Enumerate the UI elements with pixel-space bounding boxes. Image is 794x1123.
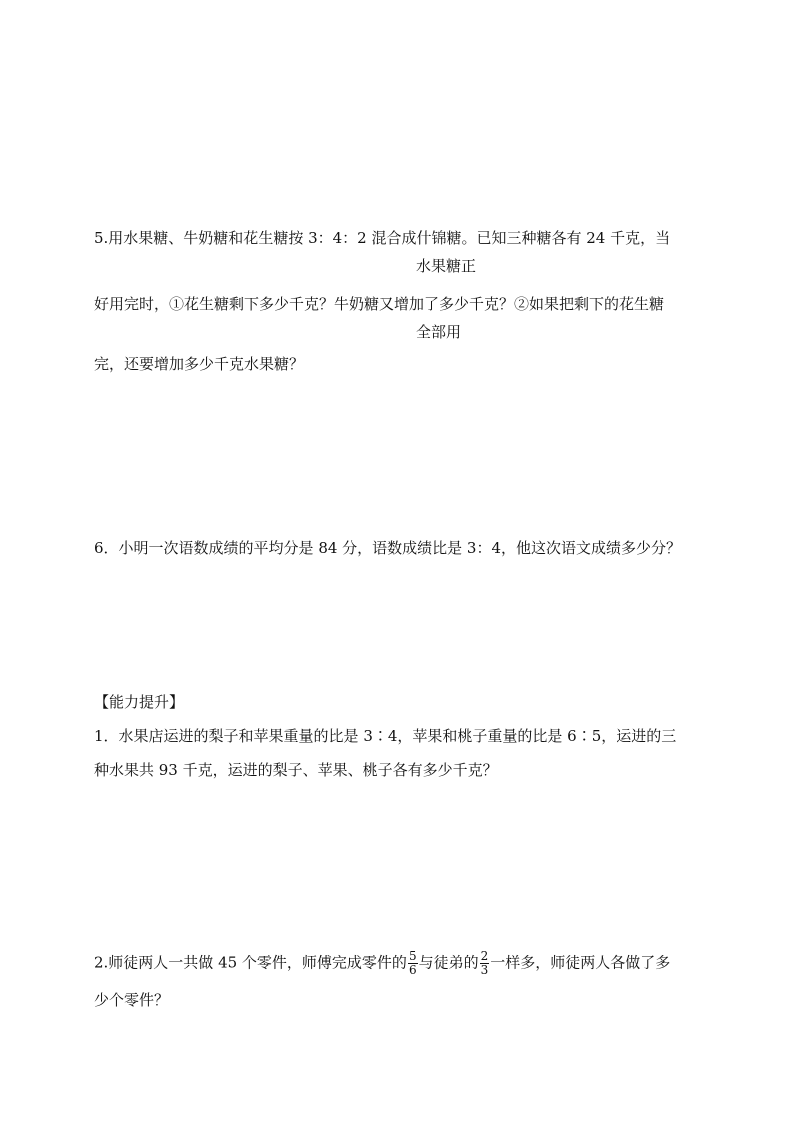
q5-line-3: 完，还要增加多少千克水果糖？ [94,355,305,373]
p2-line-1 [94,950,670,977]
section-heading: 【能力提升】 [94,693,185,711]
q5-line-2: 好用完时，①花生糖剩下多少千克？牛奶糖又增加了多少千克？②如果把剩下的花生糖 [94,295,665,313]
q5-line-1-wrap: 水果糖正 [416,257,477,275]
q5-line-1: 5.用水果糖、牛奶糖和花生糖按 3：4：2 混合成什锦糖。已知三种糖各有 24 千克，当 [94,229,671,247]
p2-line-2: 少个零件？ [94,991,170,1009]
q6-text: 6．小明一次语数成绩的平均分是 84 分，语数成绩比是 3：4，他这次语文成绩多少分？ [94,539,682,557]
fraction-numerator: 2 [480,949,489,963]
fraction-five-sixths [408,950,418,977]
p2-part-3: 一样多，师徒两人各做了多 [490,953,671,972]
fraction-numerator: 5 [408,949,417,963]
p2-part-1: 2.师徒两人一共做 45 个零件，师傅完成零件的 [94,953,407,972]
p2-part-2: 与徒弟的 [418,953,479,972]
p1-line-1: 1．水果店运进的梨子和苹果重量的比是 3∶4，苹果和桃子重量的比是 6∶5，运进的三 [94,727,677,745]
p1-line-2: 种水果共 93 千克，运进的梨子、苹果、桃子各有多少千克？ [94,761,498,779]
q5-line-2-wrap: 全部用 [416,323,462,341]
fraction-two-thirds [480,950,490,977]
fraction-denominator: 3 [480,963,489,977]
fraction-denominator: 6 [408,963,417,977]
